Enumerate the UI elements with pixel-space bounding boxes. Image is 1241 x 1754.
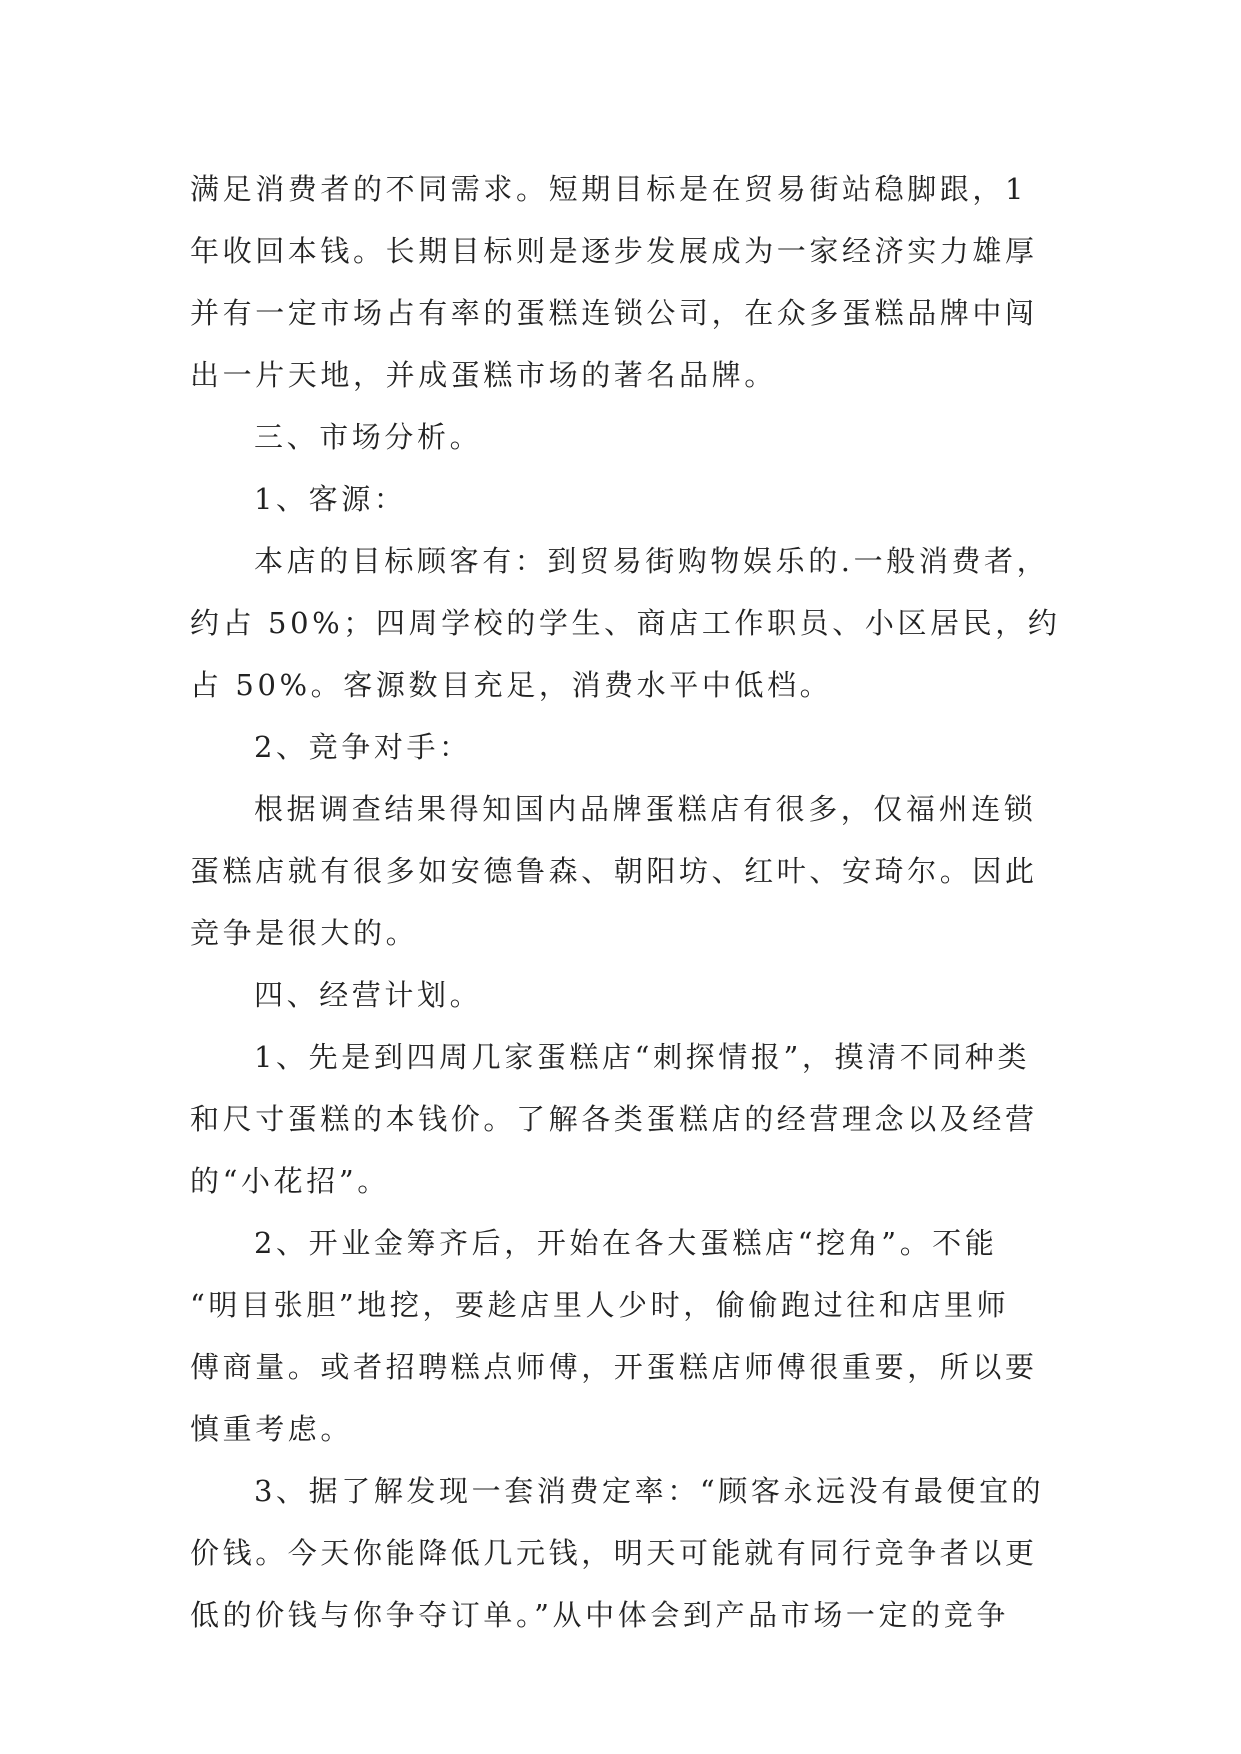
text-line: 年收回本钱。长期目标则是逐步发展成为一家经济实力雄厚 (190, 234, 1038, 268)
text-line: 并有一定市场占有率的蛋糕连锁公司，在众多蛋糕品牌中闯 (190, 296, 1038, 330)
text-line: 竞争是很大的。 (190, 916, 419, 950)
document-body (190, 158, 1061, 1646)
text-line: 2、竞争对手： (254, 730, 472, 764)
text-line: 价钱。今天你能降低几元钱，明天可能就有同行竞争者以更 (190, 1536, 1038, 1570)
text-line: 的“小花招”。 (190, 1164, 390, 1198)
text-line: 1、客源： (254, 482, 407, 516)
text-line: 低的价钱与你争夺订单。”从中体会到产品市场一定的竞争 (190, 1598, 1009, 1632)
text-line: 和尺寸蛋糕的本钱价。了解各类蛋糕店的经营理念以及经营 (190, 1102, 1038, 1136)
text-line: 慎重考虑。 (190, 1412, 354, 1446)
text-line: 约占 50%；四周学校的学生、商店工作职员、小区居民，约 (190, 606, 1061, 640)
text-line: 四、经营计划。 (254, 978, 483, 1012)
text-line: 1、先是到四周几家蛋糕店“刺探情报”，摸清不同种类 (254, 1040, 1031, 1074)
text-line: 本店的目标顾客有：到贸易街购物娱乐的.一般消费者， (254, 544, 1050, 578)
text-line: 2、开业金筹齐后，开始在各大蛋糕店“挖角”。不能 (254, 1226, 998, 1260)
text-line: “明目张胆”地挖，要趁店里人少时，偷偷跑过往和店里师 (190, 1288, 1010, 1322)
text-line: 出一片天地，并成蛋糕市场的著名品牌。 (190, 358, 777, 392)
text-line: 根据调查结果得知国内品牌蛋糕店有很多，仅福州连锁 (254, 792, 1037, 826)
text-line: 傅商量。或者招聘糕点师傅，开蛋糕店师傅很重要，所以要 (190, 1350, 1038, 1384)
text-line: 三、市场分析。 (254, 420, 483, 454)
text-line: 满足消费者的不同需求。短期目标是在贸易街站稳脚跟，1 (190, 172, 1028, 206)
text-line: 占 50%。客源数目充足，消费水平中低档。 (190, 668, 833, 702)
text-line: 3、据了解发现一套消费定率：“顾客永远没有最便宜的 (254, 1474, 1045, 1508)
text-line: 蛋糕店就有很多如安德鲁森、朝阳坊、红叶、安琦尔。因此 (190, 854, 1038, 888)
